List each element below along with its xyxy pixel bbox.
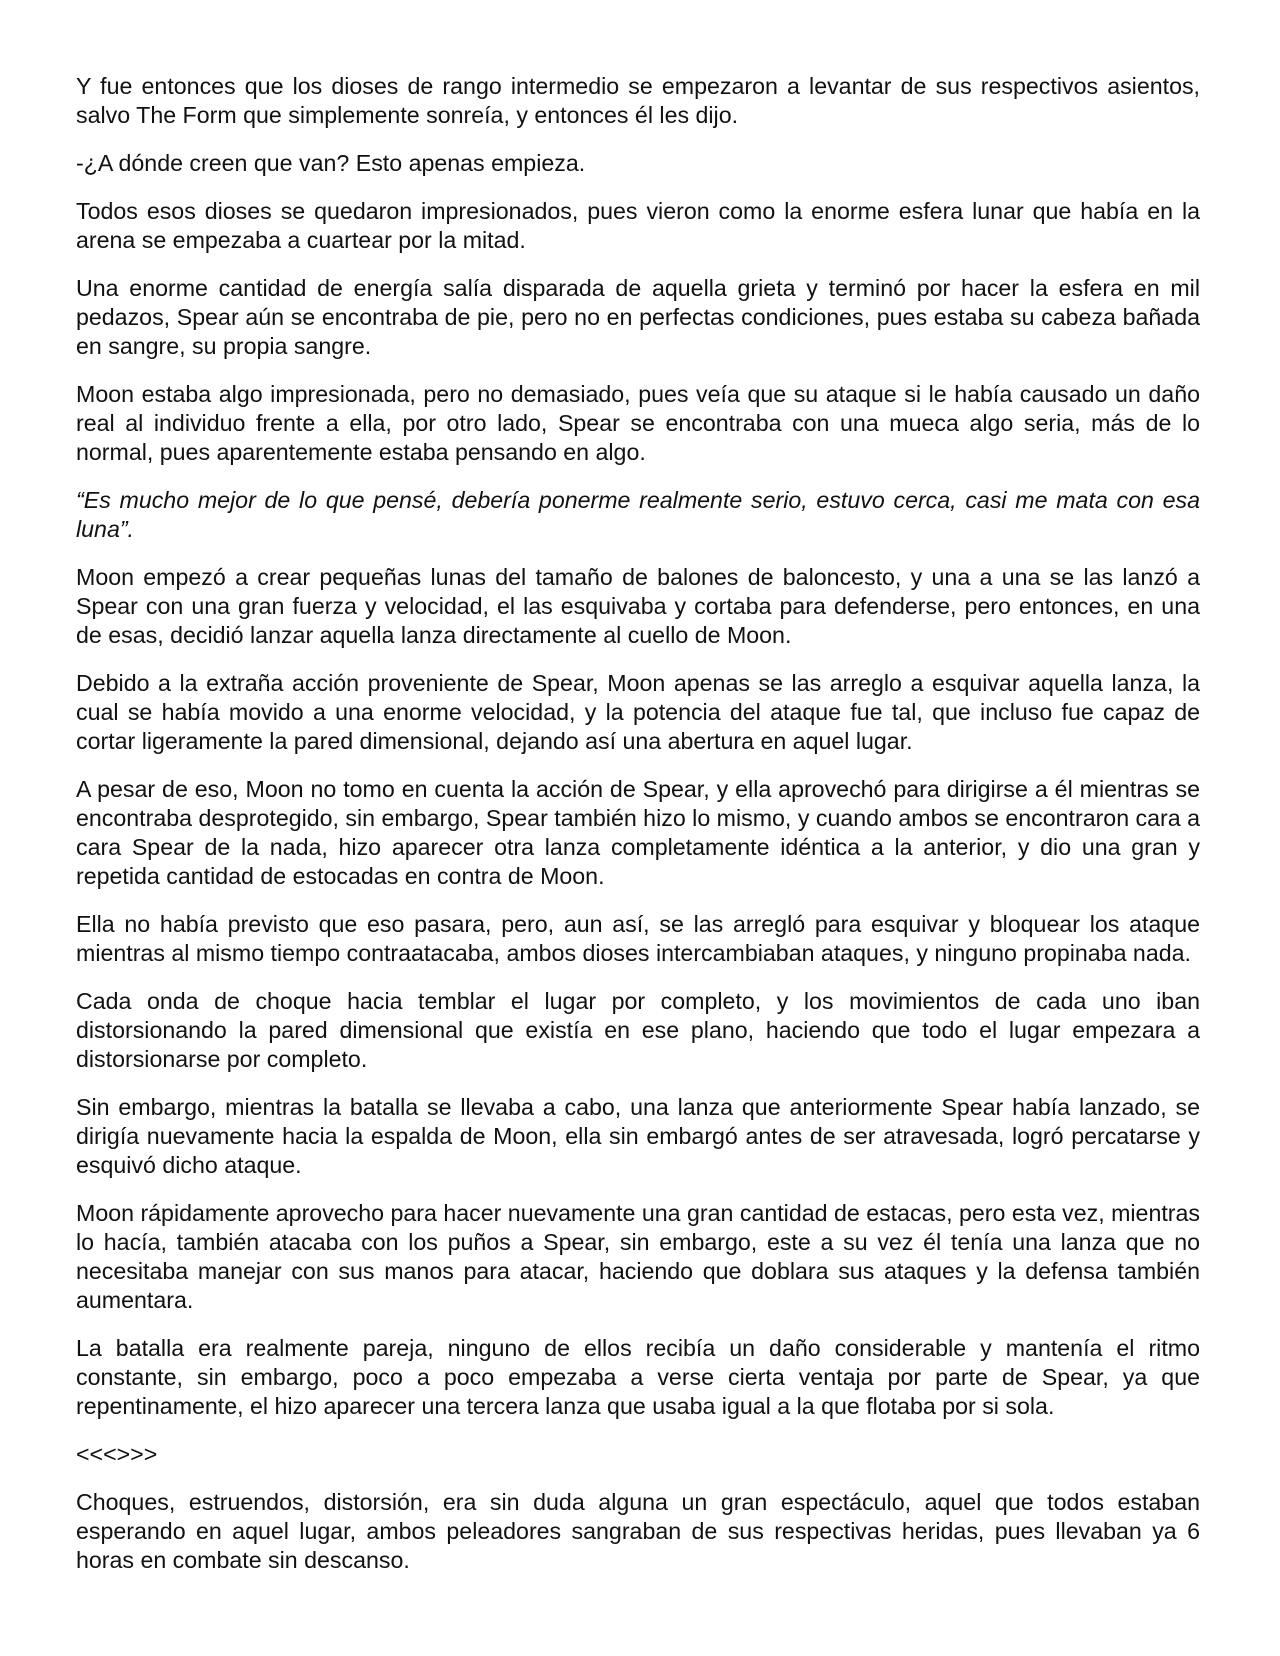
paragraph-4: Una enorme cantidad de energía salía disparada de aquella grieta y terminó por hacer la esfera en mil pedazos, Spear aún se encontraba de pie, pero no en perfectas condiciones, pues estaba su cabeza bañada en sangre, su propia sangre.	[76, 275, 1200, 359]
paragraph-9: A pesar de eso, Moon no tomo en cuenta la acción de Spear, y ella aprovechó para dirigirse a él mientras se encontraba desprotegido, sin embargo, Spear también hizo lo mismo, y cuando ambos se encontraron cara a cara Spear de la nada, hizo aparecer otra lanza completamente idéntica a la anterior, y dio una gran y repetida cantidad de estocadas en contra de Moon.	[76, 776, 1200, 889]
paragraph-10: Ella no había previsto que eso pasara, pero, aun así, se las arregló para esquivar y bloquear los ataque mientras al mismo tiempo contraatacaba, ambos dioses intercambiaban ataques, y ninguno propinaba nada.	[76, 911, 1200, 966]
paragraph-12: Sin embargo, mientras la batalla se llevaba a cabo, una lanza que anteriormente Spear había lanzado, se dirigía nuevamente hacia la espalda de Moon, ella sin embargó antes de ser atravesada, logró percatarse y esquivó dicho ataque.	[76, 1094, 1200, 1178]
paragraph-8: Debido a la extraña acción proveniente de Spear, Moon apenas se las arreglo a esquivar aquella lanza, la cual se había movido a una enorme velocidad, y la potencia del ataque fue tal, que incluso fue capaz de cortar ligeramente la pared dimensional, dejando así una abertura en aquel lugar.	[76, 670, 1200, 754]
paragraph-11: Cada onda de choque hacia temblar el lugar por completo, y los movimientos de cada uno iban distorsionando la pared dimensional que existía en ese plano, haciendo que todo el lugar empezara a distorsionarse por completo.	[76, 988, 1200, 1072]
paragraph-2-dialogue: -¿A dónde creen que van? Esto apenas empieza.	[76, 150, 586, 176]
paragraph-16: Choques, estruendos, distorsión, era sin duda alguna un gran espectáculo, aquel que todos estaban esperando en aquel lugar, ambos peleadores sangraban de sus respectivas heridas, pues llevaban ya 6 horas en combate sin descanso.	[76, 1489, 1200, 1573]
document-page	[76, 72, 1200, 1594]
paragraph-5: Moon estaba algo impresionada, pero no demasiado, pues veía que su ataque si le había causado un daño real al individuo frente a ella, por otro lado, Spear se encontraba con una mueca algo seria, más de lo normal, pues aparentemente estaba pensando en algo.	[76, 381, 1200, 465]
paragraph-6-thought: “Es mucho mejor de lo que pensé, debería ponerme realmente serio, estuvo cerca, casi me mata con esa luna”.	[76, 487, 1200, 542]
paragraph-13: Moon rápidamente aprovecho para hacer nuevamente una gran cantidad de estacas, pero esta vez, mientras lo hacía, también atacaba con los puños a Spear, sin embargo, este a su vez él tenía una lanza que no necesitaba manejar con sus manos para atacar, haciendo que doblara sus ataques y la defensa también aumentara.	[76, 1200, 1200, 1313]
paragraph-7: Moon empezó a crear pequeñas lunas del tamaño de balones de baloncesto, y una a una se las lanzó a Spear con una gran fuerza y velocidad, el las esquivaba y cortaba para defenderse, pero entonces, en una de esas, decidió lanzar aquella lanza directamente al cuello de Moon.	[76, 564, 1200, 648]
paragraph-1: Y fue entonces que los dioses de rango intermedio se empezaron a levantar de sus respectivos asientos, salvo The Form que simplemente sonreía, y entonces él les dijo.	[76, 73, 1200, 128]
paragraph-14: La batalla era realmente pareja, ninguno de ellos recibía un daño considerable y mantenía el ritmo constante, sin embargo, poco a poco empezaba a verse cierta ventaja por parte de Spear, ya que repentinamente, el hizo aparecer una tercera lanza que usaba igual a la que flotaba por si sola.	[76, 1335, 1200, 1419]
paragraph-3: Todos esos dioses se quedaron impresionados, pues vieron como la enorme esfera lunar que había en la arena se empezaba a cuartear por la mitad.	[76, 198, 1200, 253]
scene-break: <<<>>>	[76, 1441, 158, 1467]
